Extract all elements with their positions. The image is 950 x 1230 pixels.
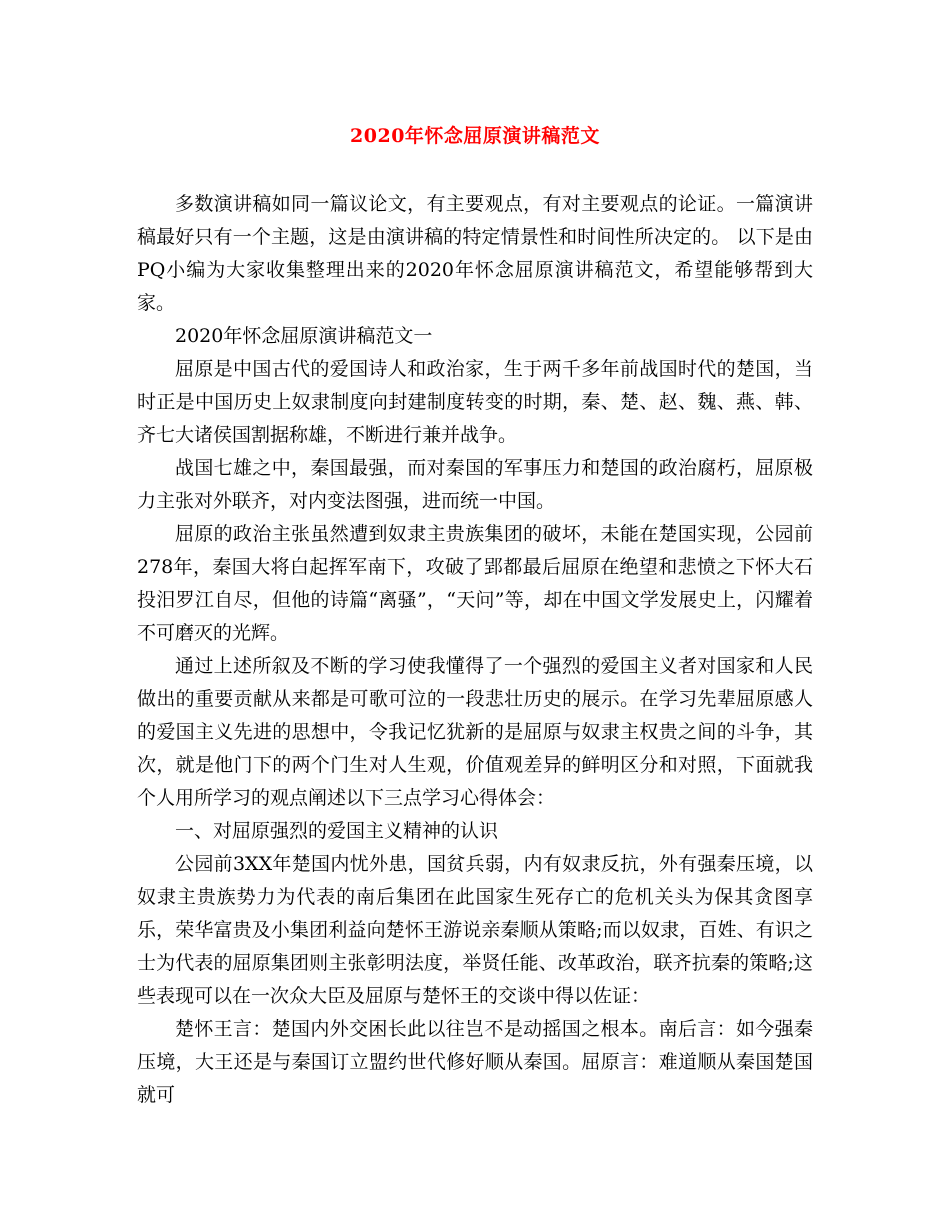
paragraph-subheading: 一、对屈原强烈的爱国主义精神的认识 <box>175 820 499 842</box>
paragraph: 通过上述所叙及不断的学习使我懂得了一个强烈的爱国主义者对国家和人民做出的重要贡献从来都是可歌可泣的一段悲壮历史的展示。在学习先辈屈原感人的爱国主义先进的思想中，令我记忆犹新的是屈原与奴隶主权贵之间的斗争，其次，就是他门下的两个门生对人生观，价值观差异的鲜明区分和对照，下面就我个人用所学习的观点阐述以下三点学习心得体会： <box>137 655 813 809</box>
paragraph: 战国七雄之中，秦国最强，而对秦国的军事压力和楚国的政治腐朽，屈原极力主张对外联齐，对内变法图强，进而统一中国。 <box>137 457 813 512</box>
paragraph-section-heading: 2020年怀念屈原演讲稿范文一 <box>175 325 433 347</box>
paragraph: 屈原的政治主张虽然遭到奴隶主贵族集团的破坏，未能在楚国实现，公园前278年，秦国大将白起挥军南下，攻破了郢都最后屈原在绝望和悲愤之下怀大石投汨罗江自尽，但他的诗篇“离骚”，“天问”等，却在中国文学发展史上，闪耀着不可磨灭的光辉。 <box>137 523 813 644</box>
document-title: 2020年怀念屈原演讲稿范文 <box>350 125 600 147</box>
paragraph-intro: 多数演讲稿如同一篇议论文，有主要观点，有对主要观点的论证。一篇演讲稿最好只有一个主题，这是由演讲稿的特定情景性和时间性所决定的。 以下是由PQ小编为大家收集整理出来的2020年怀念屈原演讲稿范文，希望能够帮到大家。 <box>137 193 813 314</box>
document-body <box>137 188 813 1112</box>
paragraph: 公园前3XX年楚国内忧外患，国贫兵弱，内有奴隶反抗，外有强秦压境，以奴隶主贵族势力为代表的南后集团在此国家生死存亡的危机关头为保其贪图享乐，荣华富贵及小集团利益向楚怀王游说亲秦顺从策略;而以奴隶，百姓、有识之士为代表的屈原集团则主张彰明法度，举贤任能、改革政治，联齐抗秦的策略;这些表现可以在一次众大臣及屈原与楚怀王的交谈中得以佐证： <box>137 853 813 1007</box>
paragraph: 楚怀王言：楚国内外交困长此以往岂不是动摇国之根本。南后言：如今强秦压境，大王还是与秦国订立盟约世代修好顺从秦国。屈原言：难道顺从秦国楚国就可 <box>137 1018 813 1106</box>
paragraph: 屈原是中国古代的爱国诗人和政治家，生于两千多年前战国时代的楚国，当时正是中国历史上奴隶制度向封建制度转变的时期，秦、楚、赵、魏、燕、韩、齐七大诸侯国割据称雄，不断进行兼并战争。 <box>137 358 813 446</box>
